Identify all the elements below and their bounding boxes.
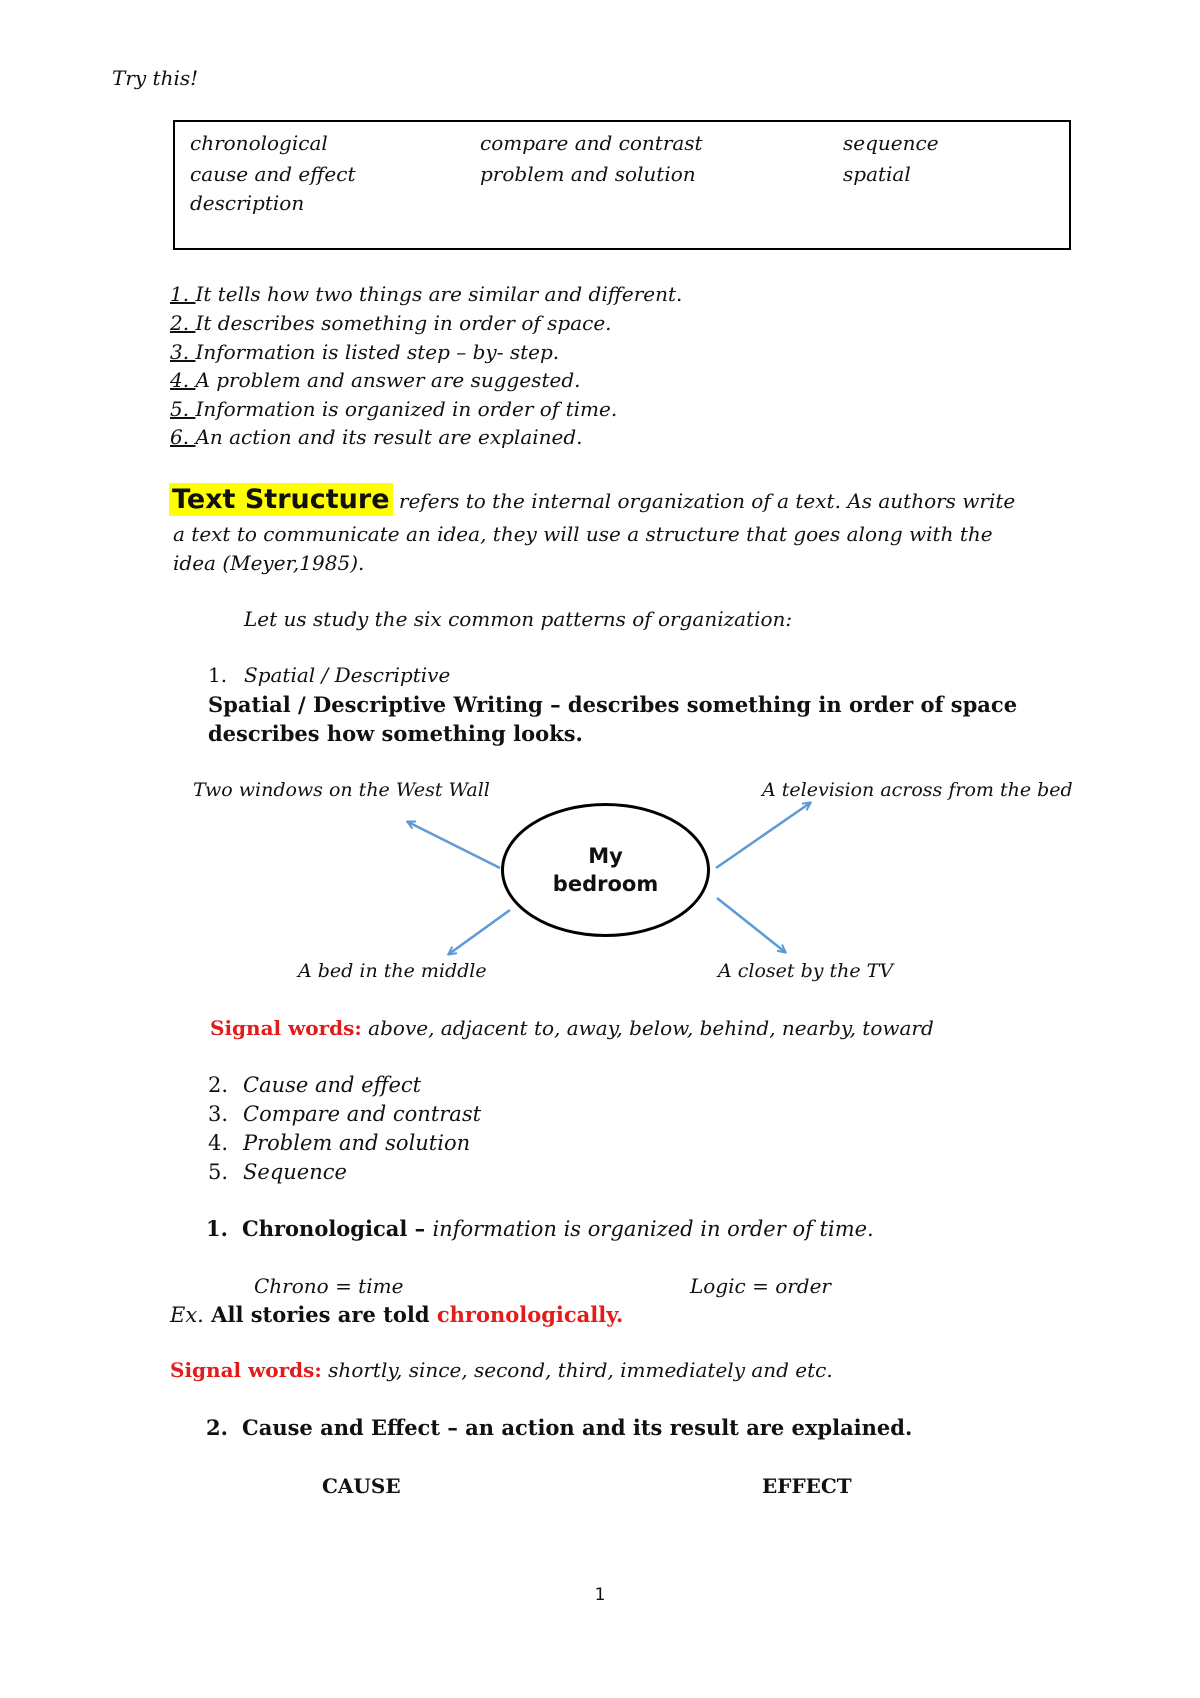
question-number: 4. [170,368,196,392]
diagram-label-top-left: Two windows on the West Wall [193,779,490,801]
diagram-center-label: My bedroom [552,844,659,896]
cause-label: CAUSE [322,1474,401,1498]
definition-text: idea (Meyer,1985). [173,551,365,575]
text-structure-term: Text Structure [169,483,393,516]
chrono-example: Ex. All stories are told chronologically. [170,1302,624,1327]
try-this-label: Try this! [112,66,199,90]
spatial-definition: Spatial / Descriptive Writing – describes something in order of space [208,692,1018,717]
signal-words-label: Signal words: [210,1016,362,1040]
question-text: It describes something in order of space. [195,311,612,335]
question-number: 1. [170,282,196,306]
word-bank-item: cause and effect [190,162,356,186]
spatial-heading-text: Spatial / Descriptive [244,663,451,687]
question-number: 5. [170,397,196,421]
question-text: Information is organized in order of time. [195,397,618,421]
effect-label: EFFECT [762,1474,852,1498]
diagram-label-top-right: A television across from the bed [762,779,1073,801]
diagram-center-ellipse [501,803,710,937]
question-number: 3. [170,340,196,364]
question-text: It tells how two things are similar and different. [195,282,683,306]
definition-text: refers to the internal organization of a text. As authors write [392,489,1016,513]
question-text: A problem and answer are suggested. [195,368,581,392]
question-number: 2. [170,311,196,335]
signal-words-text: shortly, since, second, third, immediately and etc. [321,1358,833,1382]
arrow-top-left [408,822,500,868]
chronological-heading: 1. Chronological – information is organized in order of time. [206,1216,874,1241]
cause-effect-title: Cause and Effect – an action and its result are explained. [242,1415,913,1440]
word-bank-item: compare and contrast [480,131,703,155]
pattern-list-item: 3. Compare and contrast [208,1102,482,1126]
diagram-label-bottom-right: A closet by the TV [718,960,894,982]
pattern-list-item: 2. Cause and effect [208,1073,422,1097]
word-bank-item: problem and solution [480,162,696,186]
question-text: An action and its result are explained. [195,425,583,449]
signal-words-text: above, adjacent to, away, below, behind, nearby, toward [361,1016,934,1040]
logic-equation: Logic = order [690,1274,831,1298]
diagram-label-bottom-left: A bed in the middle [298,960,487,982]
page-number: 1 [594,1585,606,1605]
chronological-description: information is organized in order of time. [432,1217,874,1241]
spatial-definition: describes how something looks. [208,721,583,746]
chrono-equation: Chrono = time [254,1274,404,1298]
signal-words-spatial [210,1016,934,1040]
definition-text: a text to communicate an idea, they will use a structure that goes along with the [173,522,993,546]
word-bank-item: description [190,191,305,215]
arrow-top-right [716,803,810,868]
arrow-bottom-right [717,898,785,952]
intro-text: Let us study the six common patterns of organization: [244,607,793,631]
cause-effect-heading: 2. Cause and Effect – an action and its result are explained. [206,1415,913,1440]
signal-words-chrono [170,1358,833,1382]
pattern-list-item: 4. Problem and solution [208,1131,471,1155]
word-bank-item: spatial [843,162,911,186]
signal-words-label: Signal words: [170,1358,322,1382]
word-bank-item: chronological [190,131,328,155]
chronological-title: Chronological – [242,1216,433,1241]
question-text: Information is listed step – by- step. [195,340,560,364]
pattern-list-item: 5. Sequence [208,1160,347,1184]
arrow-bottom-left [449,910,510,954]
word-bank-item: sequence [843,131,939,155]
question-number: 6. [170,425,196,449]
list-number: 1. [208,663,228,687]
